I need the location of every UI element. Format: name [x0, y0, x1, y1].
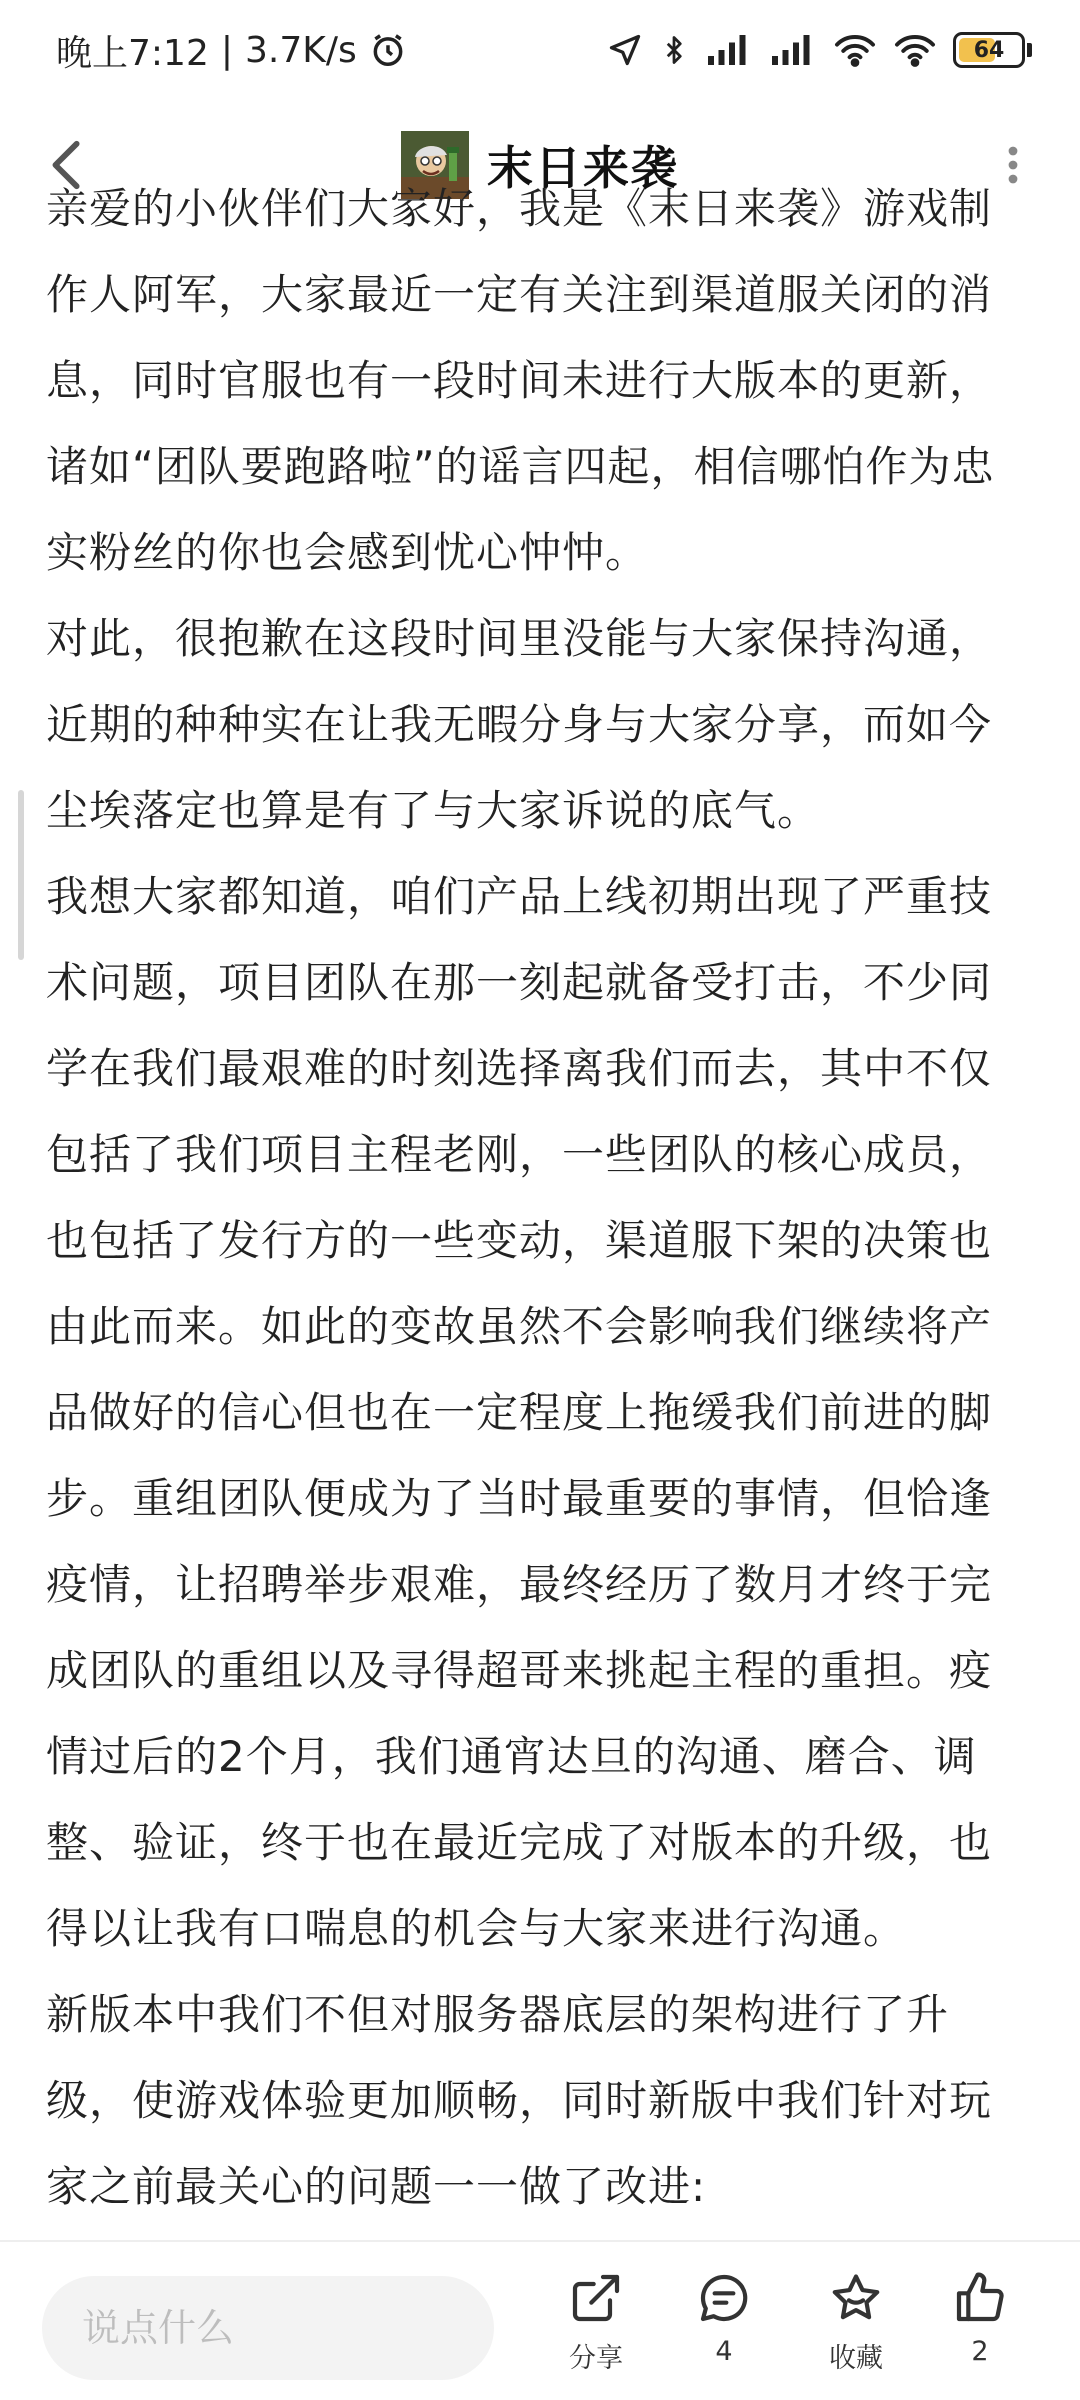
- wifi-icon: [833, 32, 877, 68]
- share-button[interactable]: [536, 2270, 656, 2390]
- comment-count: 4: [715, 2336, 733, 2367]
- like-icon: [952, 2270, 1008, 2326]
- battery-indicator: [953, 32, 1032, 68]
- wifi-icon: [893, 32, 937, 68]
- alarm-icon: [369, 31, 407, 69]
- article-paragraph: 我想大家都知道，咱们产品上线初期出现了严重技术问题，项目团队在那一刻起就备受打击，不少同学在我们最艰难的时刻选择离我们而去，其中不仅包括了我们项目主程老刚，一些团队的核心成员，也包括了发行方的一些变动，渠道服下架的决策也由此而来。如此的变故虽然不会影响我们继续将产品做好的信心但也在一定程度上拖缓我们前进的脚步。重组团队便成为了当时最重要的事情，但恰逢疫情，让招聘举步艰难，最终经历了数月才终于完成团队的重组以及寻得超哥来挑起主程的重担。疫情过后的2个月，我们通宵达旦的沟通、磨合、调整、验证，终于也在最近完成了对版本的升级，也得以让我有口喘息的机会与大家来进行沟通。: [46, 872, 993, 1953]
- status-left: [56, 25, 407, 76]
- article-body[interactable]: [0, 184, 1080, 2240]
- page-title: 末日来袭: [487, 141, 679, 195]
- status-time: 晚上7:12: [56, 32, 209, 74]
- star-icon: [828, 2270, 884, 2326]
- status-bar: [0, 0, 1080, 100]
- bottom-action-bar: [0, 2240, 1080, 2400]
- favorite-label: 收藏: [829, 2343, 883, 2374]
- like-count: 2: [971, 2336, 989, 2367]
- favorite-button[interactable]: [796, 2270, 916, 2390]
- article-paragraph: 亲爱的小伙伴们大家好，我是《末日来袭》游戏制作人阿军，大家最近一定有关注到渠道服关闭的消息，同时官服也有一段时间未进行大版本的更新，诸如“团队要跑路啦”的谣言四起，相信哪怕作为忠实粉丝的你也会感到忧心忡忡。: [46, 184, 995, 577]
- status-separator: |: [220, 29, 233, 71]
- article-paragraph: 对此，很抱歉在这段时间里没能与大家保持沟通，近期的种种实在让我无暇分身与大家分享，而如今尘埃落定也算是有了与大家诉说的底气。: [46, 614, 993, 835]
- status-right: [607, 32, 1032, 68]
- like-button[interactable]: [920, 2270, 1040, 2390]
- share-label: 分享: [569, 2343, 623, 2374]
- scrollbar-thumb[interactable]: [18, 790, 24, 960]
- bluetooth-icon: [659, 32, 689, 68]
- comment-icon: [696, 2270, 752, 2326]
- battery-level: 64: [973, 37, 1005, 63]
- signal-icon: [769, 32, 817, 68]
- comment-input[interactable]: [42, 2276, 494, 2380]
- battery-icon: [953, 32, 1025, 68]
- comment-button[interactable]: [664, 2270, 784, 2390]
- share-icon: [568, 2270, 624, 2326]
- article-paragraph: 新版本中我们不但对服务器底层的架构进行了升级，使游戏体验更加顺畅，同时新版中我们针对玩家之前最关心的问题一一做了改进:: [46, 1990, 993, 2211]
- battery-cap: [1027, 43, 1032, 57]
- status-net-speed: 3.7K/s: [244, 29, 357, 71]
- article-content: [46, 166, 1026, 2230]
- location-icon: [607, 32, 643, 68]
- signal-icon: [705, 32, 753, 68]
